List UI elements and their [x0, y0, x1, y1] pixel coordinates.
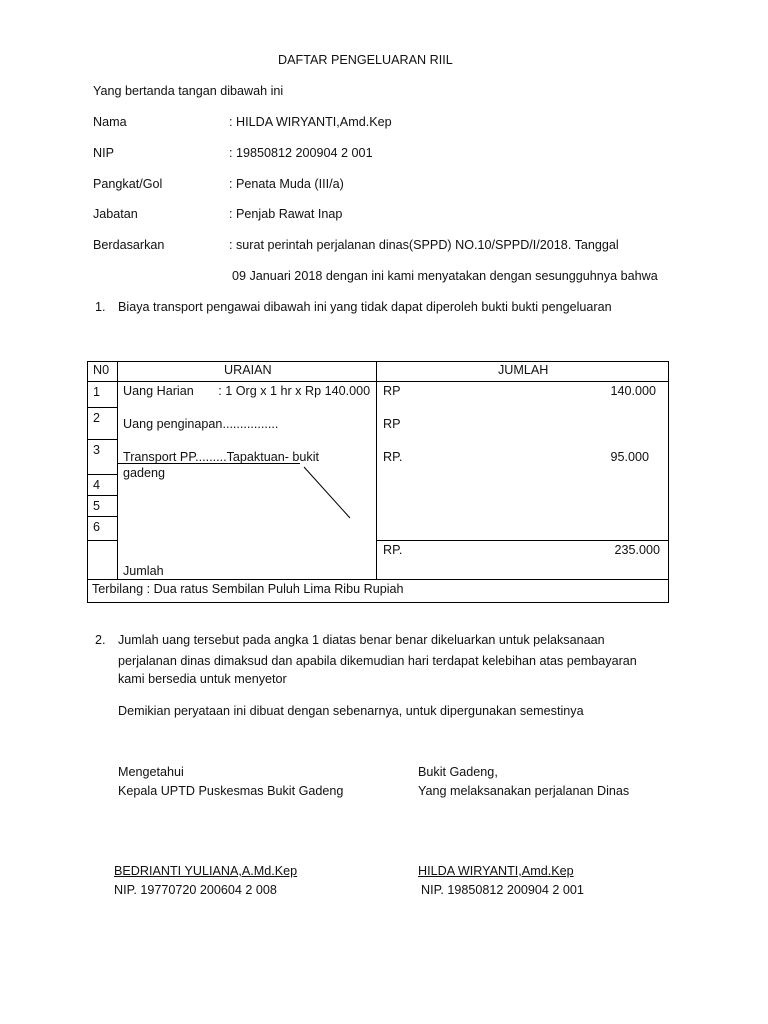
- document-title: DAFTAR PENGELUARAN RIIL: [278, 53, 453, 67]
- row-number: 4: [93, 478, 101, 492]
- point-2-number: 2.: [95, 633, 106, 647]
- sig-left-name: BEDRIANTI YULIANA,A.Md.Kep: [114, 864, 298, 878]
- row-number: 5: [93, 499, 101, 513]
- item-uraian-harian: Uang Harian : 1 Org x 1 hr x Rp 140.000: [123, 384, 371, 398]
- slash-mark: [304, 467, 350, 518]
- field-label-berdasarkan: Berdasarkan: [93, 238, 165, 252]
- terbilang-text: Terbilang : Dua ratus Sembilan Puluh Lima Ribu Rupiah: [92, 582, 404, 596]
- sig-left-line1: Mengetahui: [118, 765, 184, 779]
- row-number: 3: [93, 443, 101, 457]
- sig-right-nip: NIP. 19850812 200904 2 001: [421, 883, 584, 897]
- field-label-nama: Nama: [93, 115, 127, 129]
- field-value-jabatan: : Penjab Rawat Inap: [229, 207, 343, 221]
- field-label-pangkat: Pangkat/Gol: [93, 177, 163, 191]
- point-2-line: Jumlah uang tersebut pada angka 1 diatas benar benar dikeluarkan untuk pelaksanaan: [118, 633, 605, 647]
- item-uraian-transport: Transport PP.........Tapaktuan- bukit: [123, 450, 320, 464]
- item-currency: RP: [383, 384, 401, 398]
- sig-right-line1: Bukit Gadeng,: [418, 765, 498, 779]
- total-currency: RP.: [383, 543, 403, 557]
- field-value-berdasarkan: : surat perintah perjalanan dinas(SPPD) NO.10/SPPD/I/2018. Tanggal: [229, 238, 619, 252]
- item-currency: RP.: [383, 450, 403, 464]
- sig-right-line2: Yang melaksanakan perjalanan Dinas: [418, 784, 630, 798]
- point-2-line: perjalanan dinas dimaksud dan apabila dikemudian hari terdapat kelebihan atas pembayaran: [118, 654, 637, 668]
- item-currency: RP: [383, 417, 401, 431]
- field-value-nama: : HILDA WIRYANTI,Amd.Kep: [229, 115, 392, 129]
- header-no: N0: [93, 363, 110, 377]
- item-uraian-transport-cont: gadeng: [123, 466, 166, 480]
- sig-right-name: HILDA WIRYANTI,Amd.Kep: [418, 864, 574, 878]
- field-label-nip: NIP: [93, 146, 114, 160]
- intro-text: Yang bertanda tangan dibawah ini: [93, 84, 284, 98]
- total-label: Jumlah: [123, 564, 164, 578]
- closing-statement: Demikian peryataan ini dibuat dengan sebenarnya, untuk dipergunakan semestinya: [118, 704, 584, 718]
- total-amount: 235.000: [614, 543, 660, 557]
- header-uraian: URAIAN: [224, 363, 272, 377]
- point-2-line: kami bersedia untuk menyetor: [118, 672, 287, 686]
- point-1-number: 1.: [95, 300, 106, 314]
- point-1-text: Biaya transport pengawai dibawah ini yang tidak dapat diperoleh bukti bukti pengeluaran: [118, 300, 612, 314]
- field-label-jabatan: Jabatan: [93, 207, 138, 221]
- berdasarkan-continuation: 09 Januari 2018 dengan ini kami menyatakan dengan sesungguhnya bahwa: [232, 269, 658, 283]
- item-amount: 95.000: [610, 450, 649, 464]
- field-value-pangkat: : Penata Muda (III/a): [229, 177, 344, 191]
- header-jumlah: JUMLAH: [498, 363, 549, 377]
- sig-left-line2: Kepala UPTD Puskesmas Bukit Gadeng: [118, 784, 344, 798]
- row-number: 1: [93, 385, 101, 399]
- row-number: 2: [93, 411, 101, 425]
- field-value-nip: : 19850812 200904 2 001: [229, 146, 373, 160]
- item-uraian-penginapan: Uang penginapan................: [123, 417, 279, 431]
- row-number: 6: [93, 520, 101, 534]
- sig-left-nip: NIP. 19770720 200604 2 008: [114, 883, 277, 897]
- item-amount: 140.000: [610, 384, 656, 398]
